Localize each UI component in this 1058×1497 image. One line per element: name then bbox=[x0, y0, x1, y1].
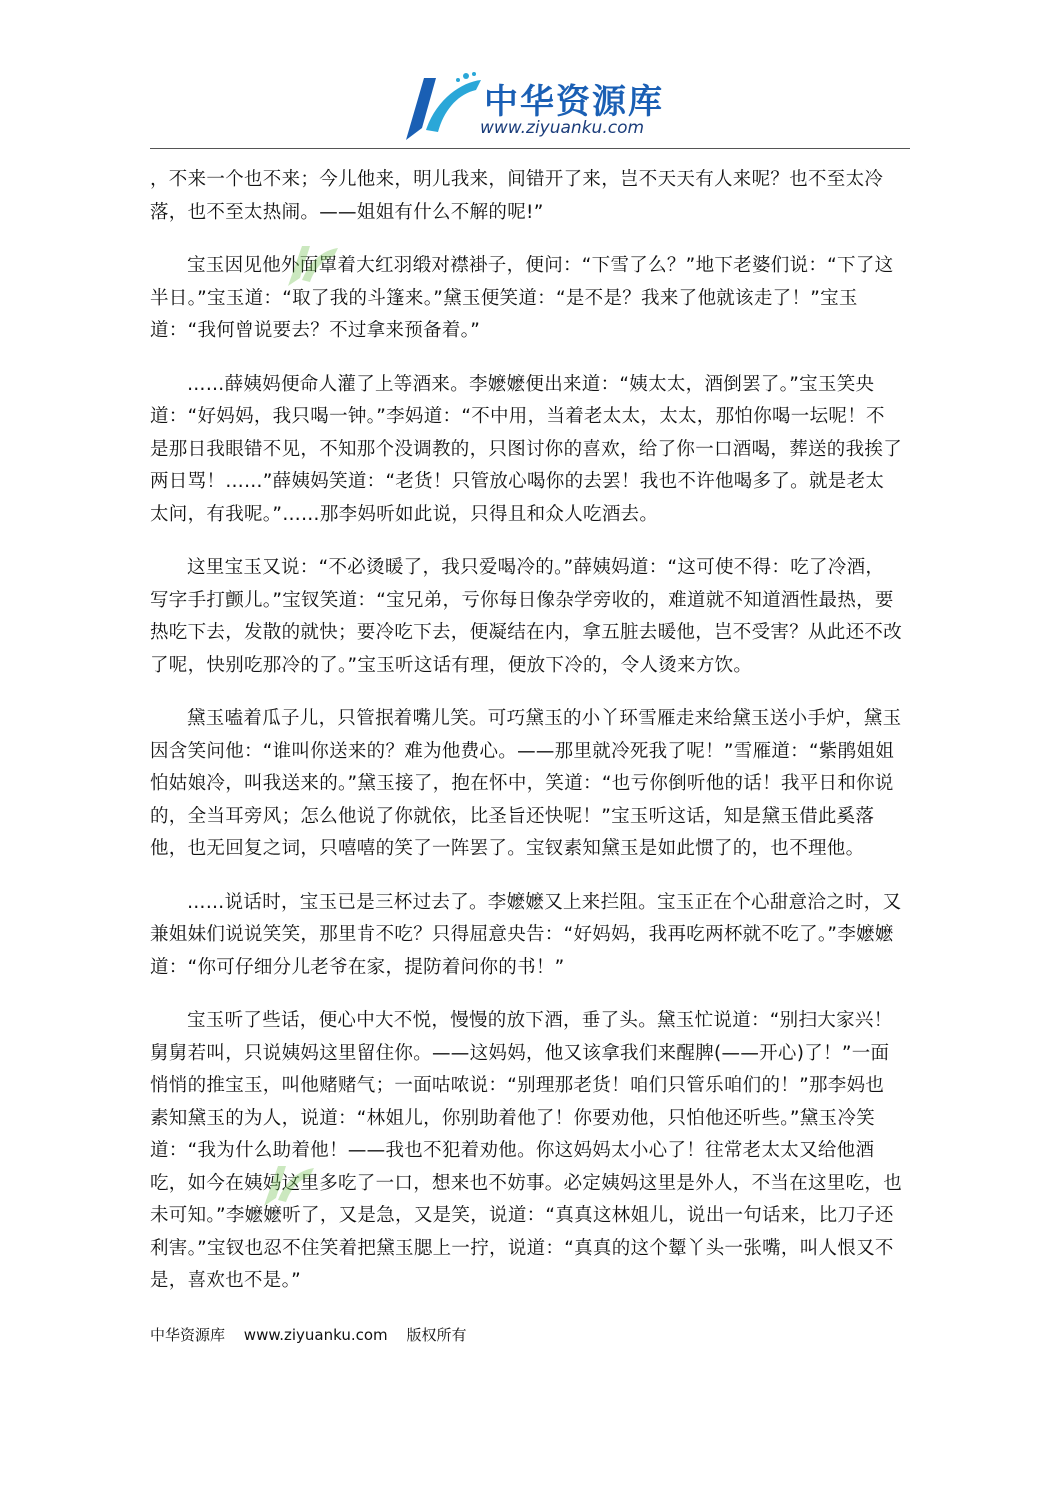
paragraph: ……说话时，宝玉已是三杯过去了。李嬷嬷又上来拦阻。宝玉正在个心甜意洽之时，又兼姐妹们说说笑笑，那里肯不吃？只得屈意央告：“好妈妈，我再吃两杯就不吃了。”李嬷嬷道：“你可仔细分儿老爷在家，提防着问你的书！” bbox=[150, 891, 902, 978]
paragraph: 黛玉嗑着瓜子儿，只管抿着嘴儿笑。可巧黛玉的小丫环雪雁走来给黛玉送小手炉，黛玉因含笑问他：“谁叫你送来的？难为他费心。——那里就冷死我了呢！”雪雁道：“紫鹃姐姐怕姑娘冷，叫我送来的。”黛玉接了，抱在怀中，笑道：“也亏你倒听他的话！我平日和你说的，全当耳旁风；怎么他说了你就依，比圣旨还快呢！”宝玉听这话，知是黛玉借此奚落他，也无回复之词，只嘻嘻的笑了一阵罢了。宝钗素知黛玉是如此惯了的，也不理他。 bbox=[150, 708, 902, 859]
footer-site-url: www.ziyuanku.com bbox=[243, 1326, 388, 1344]
footer-site-name: 中华资源库 bbox=[150, 1326, 226, 1344]
logo-mark-icon bbox=[396, 70, 486, 150]
paragraph: 宝玉听了些话，便心中大不悦，慢慢的放下酒，垂了头。黛玉忙说道：“别扫大家兴！舅舅若叫，只说姨妈这里留住你。——这妈妈，他又该拿我们来醒脾(——开心)了！”一面悄悄的推宝玉，叫他赌赌气；一面咕哝说：“别理那老货！咱们只管乐咱们的！”那李妈也素知黛玉的为人，说道：“林姐儿，你别助着他了！你要劝他，只怕他还听些。”黛玉冷笑道：“我为什么助着他！——我也不犯着劝他。你这妈妈太小心了！往常老太太又给他酒吃，如今在姨妈这里多吃了一口，想来也不妨事。必定姨妈这里是外人，不当在这里吃，也未可知。”李嬷嬷听了，又是急，又是笑，说道：“真真这林姐儿，说出一句话来，比刀子还利害。”宝钗也忍不住笑着把黛玉腮上一拧，说道：“真真的这个颦丫头一张嘴，叫人恨又不是，喜欢也不是。” bbox=[150, 1010, 903, 1291]
header-divider bbox=[150, 148, 910, 149]
watermark-logo-icon bbox=[280, 236, 400, 296]
page-footer bbox=[150, 1324, 480, 1345]
article-body bbox=[150, 164, 902, 1319]
logo-text: 中华资源库 bbox=[484, 82, 664, 122]
site-logo bbox=[396, 70, 676, 150]
paragraph: ，不来一个也不来；今儿他来，明儿我来，间错开了来，岂不天天有人来呢？也不至太冷落，也不至太热闹。——姐姐有什么不解的呢!” bbox=[150, 169, 884, 223]
paragraph: 宝玉因见他外面罩着大红羽缎对襟褂子，便问：“下雪了么？”地下老婆们说：“下了这半日。”宝玉道：“取了我的斗篷来。”黛玉便笑道：“是不是？我来了他就该走了！”宝玉道：“我何曾说要去？不过拿来预备着。” bbox=[150, 255, 894, 341]
page-header bbox=[150, 60, 910, 150]
footer-rights: 版权所有 bbox=[406, 1326, 467, 1344]
paragraph: 这里宝玉又说：“不必烫暖了，我只爱喝冷的。”薛姨妈道：“这可使不得：吃了冷酒，写字手打颤儿。”宝钗笑道：“宝兄弟，亏你每日像杂学旁收的，难道就不知道酒性最热，要热吃下去，发散的就快；要冷吃下去，便凝结在内，拿五脏去暖他，岂不受害？从此还不改了呢，快别吃那冷的了。”宝玉听这话有理，便放下冷的，令人烫来方饮。 bbox=[150, 557, 903, 676]
watermark-logo-icon bbox=[256, 1156, 376, 1216]
paragraph: ……薛姨妈便命人灌了上等酒来。李嬷嬷便出来道：“姨太太，酒倒罢了。”宝玉笑央道：“好妈妈，我只喝一钟。”李妈道：“不中用，当着老太太，太太，那怕你喝一坛呢！不是那日我眼错不见，不知那个没调教的，只图讨你的喜欢，给了你一口酒喝，葬送的我挨了两日骂！……”薛姨妈笑道：“老货！只管放心喝你的去罢！我也不许他喝多了。就是老太太问，有我呢。”……那李妈听如此说，只得且和众人吃酒去。 bbox=[150, 373, 903, 525]
logo-url: www.ziyuanku.com bbox=[480, 118, 645, 138]
